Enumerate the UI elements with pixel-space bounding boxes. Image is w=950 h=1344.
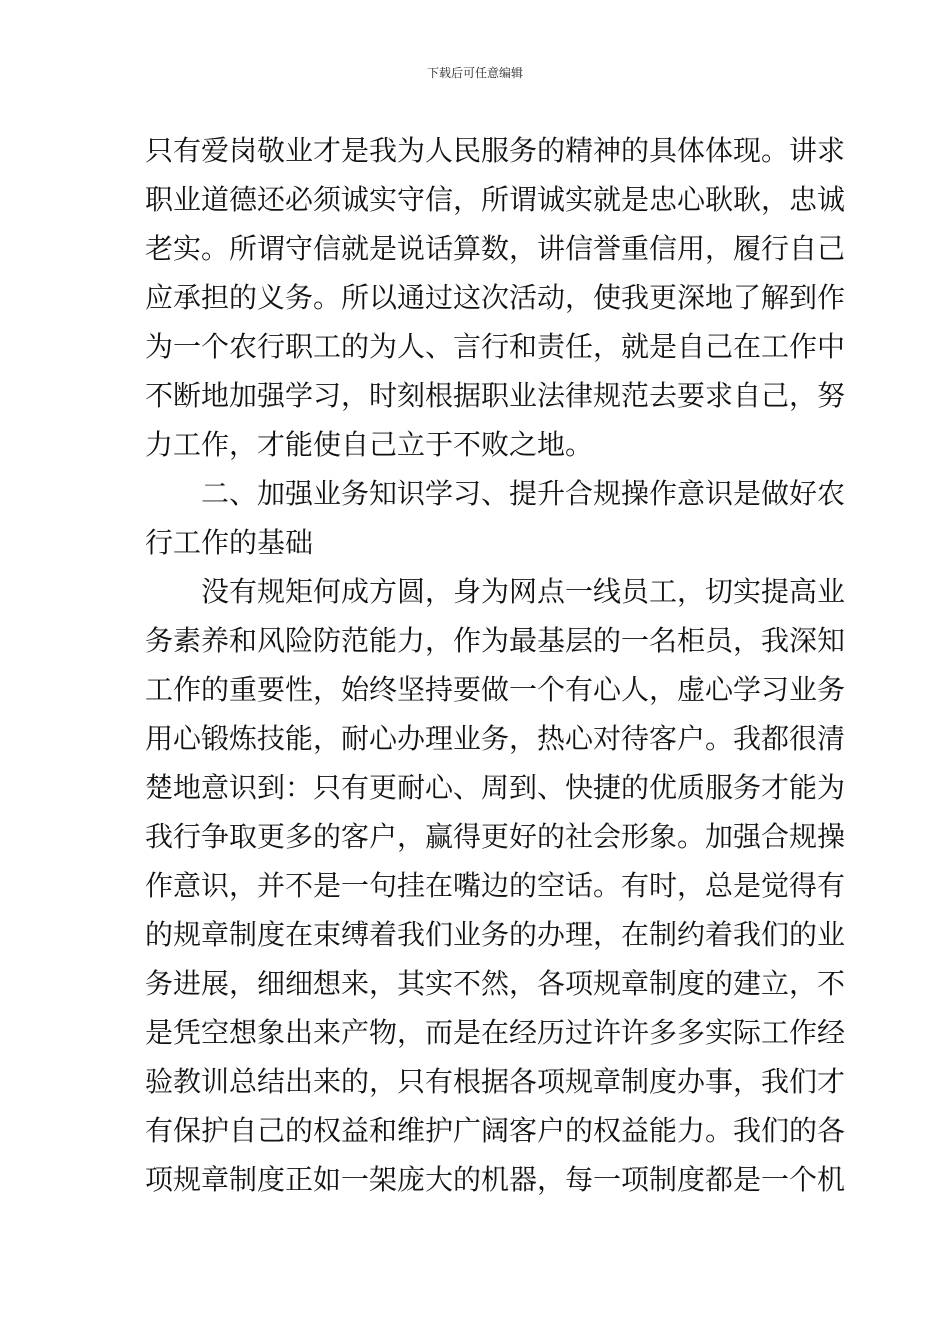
text-line: 为一个农行职工的为人、言行和责任，就是自己在工作中: [145, 330, 846, 363]
text-line: 的规章制度在束缚着我们业务的办理，在制约着我们的业: [145, 918, 846, 951]
text-line: 工作的重要性，始终坚持要做一个有心人，虚心学习业务: [145, 673, 846, 706]
text-line: 力工作，才能使自己立于不败之地。: [145, 428, 594, 461]
text-line: 老实。所谓守信就是说话算数，讲信誉重信用，履行自己: [145, 232, 846, 265]
text-line: 是凭空想象出来产物，而是在经历过许许多多实际工作经: [145, 1016, 846, 1049]
section-heading-continued: 行工作的基础: [145, 526, 314, 559]
paragraph-start: 没有规矩何成方圆，身为网点一线员工，切实提高业: [201, 575, 846, 608]
text-line: 我行争取更多的客户，赢得更好的社会形象。加强合规操: [145, 820, 846, 853]
text-line: 应承担的义务。所以通过这次活动，使我更深地了解到作: [145, 281, 846, 314]
section-heading: 二、加强业务知识学习、提升合规操作意识是做好农: [201, 477, 846, 510]
text-line: 务素养和风险防范能力，作为最基层的一名柜员，我深知: [145, 624, 846, 657]
text-line: 有保护自己的权益和维护广阔客户的权益能力。我们的各: [145, 1114, 846, 1147]
text-line: 不断地加强学习，时刻根据职业法律规范去要求自己，努: [145, 379, 846, 412]
text-line: 作意识，并不是一句挂在嘴边的空话。有时，总是觉得有: [145, 869, 846, 902]
text-line: 楚地意识到：只有更耐心、周到、快捷的优质服务才能为: [145, 771, 846, 804]
text-line: 只有爱岗敬业才是我为人民服务的精神的具体体现。讲求: [145, 134, 846, 167]
text-line: 验教训总结出来的，只有根据各项规章制度办事，我们才: [145, 1065, 846, 1098]
page-header: 下载后可任意编辑: [426, 66, 523, 80]
text-line: 用心锻炼技能，耐心办理业务，热心对待客户。我都很清: [145, 722, 846, 755]
text-line: 务进展，细细想来，其实不然，各项规章制度的建立，不: [145, 967, 846, 1000]
text-line: 项规章制度正如一架庞大的机器，每一项制度都是一个机: [145, 1163, 846, 1196]
text-line: 职业道德还必须诚实守信，所谓诚实就是忠心耿耿，忠诚: [145, 183, 846, 216]
document-body: [145, 126, 846, 1204]
